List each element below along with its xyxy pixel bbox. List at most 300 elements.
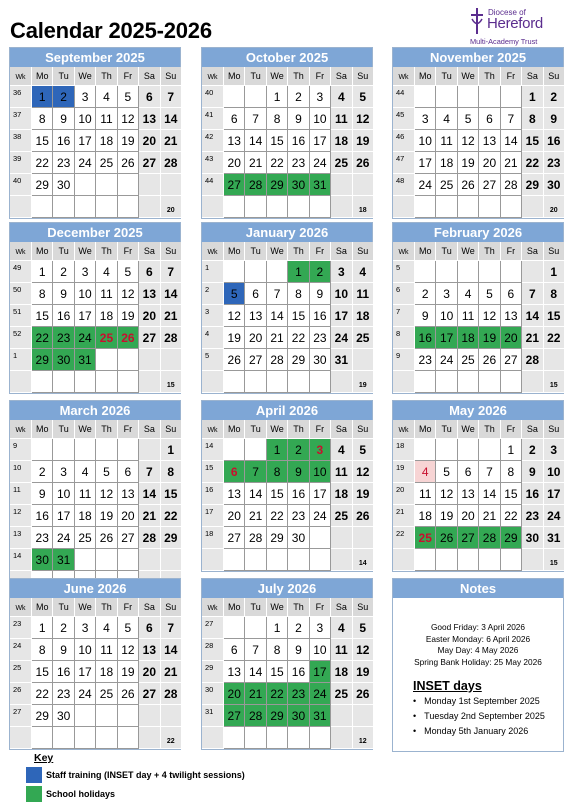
day-cell: 6 [139,261,160,283]
day-cell: 16 [53,305,74,327]
day-cell: 26 [118,683,139,705]
week-number: 13 [10,527,32,549]
empty-cell [32,196,53,218]
month-title: July 2026 [202,579,372,598]
month-grid [202,242,372,393]
day-cell: 4 [331,86,352,108]
day-cell: 10 [75,639,96,661]
empty-cell [458,371,479,393]
day-cell: 23 [288,683,309,705]
day-cell: 22 [544,327,565,349]
day-cell: 2 [288,439,309,461]
day-cell: 20 [139,130,160,152]
day-header: Wk [393,420,415,439]
day-cell: 19 [353,130,374,152]
month-grid [393,242,563,393]
day-cell: 28 [267,349,288,371]
term-day-count: 14 [353,549,374,571]
day-header: Su [544,420,565,439]
day-cell: 27 [479,174,500,196]
day-cell: 11 [96,108,117,130]
logo-line-2: Hereford [487,15,543,32]
day-cell: 1 [544,261,565,283]
empty-cell [10,196,32,218]
empty-cell [224,439,245,461]
empty-cell [458,196,479,218]
day-cell: 15 [288,305,309,327]
empty-cell [501,261,522,283]
day-cell: 24 [310,505,331,527]
day-header: We [458,242,479,261]
day-header: We [75,420,96,439]
day-header: Sa [139,67,160,86]
day-cell: 13 [224,483,245,505]
day-cell: 14 [139,483,160,505]
day-cell: 27 [139,152,160,174]
empty-cell [75,371,96,393]
empty-cell [415,439,436,461]
week-number: 22 [393,527,415,549]
day-cell: 18 [331,483,352,505]
month-title: May 2026 [393,401,563,420]
day-cell: 13 [458,483,479,505]
empty-cell [522,371,543,393]
day-cell: 5 [458,108,479,130]
day-header: Mo [32,242,53,261]
day-cell: 7 [245,639,266,661]
day-cell: 22 [32,683,53,705]
day-cell: 16 [288,130,309,152]
day-cell: 18 [96,305,117,327]
empty-cell [267,727,288,749]
day-header: Fr [310,598,331,617]
day-cell: 10 [75,283,96,305]
day-cell: 5 [118,261,139,283]
day-header: Mo [415,242,436,261]
empty-cell [118,439,139,461]
day-cell: 1 [267,617,288,639]
day-header: Fr [501,420,522,439]
week-number: 21 [393,505,415,527]
day-cell: 15 [501,483,522,505]
day-cell: 25 [436,174,457,196]
day-header: Mo [415,67,436,86]
month-title: November 2025 [393,48,563,67]
empty-cell [75,439,96,461]
month-april-2026 [201,400,373,572]
day-cell: 28 [161,683,182,705]
day-cell: 21 [479,505,500,527]
empty-cell [331,196,352,218]
empty-cell [415,86,436,108]
day-cell: 16 [288,661,309,683]
day-cell: 20 [458,505,479,527]
month-title: April 2026 [202,401,372,420]
week-number: 26 [10,683,32,705]
day-cell: 7 [139,461,160,483]
day-cell: 4 [96,261,117,283]
empty-cell [96,549,117,571]
day-cell: 18 [436,152,457,174]
day-cell: 4 [458,283,479,305]
bank-holiday-item: Easter Monday: 6 April 2026 [425,633,531,644]
empty-cell [118,549,139,571]
empty-cell [310,196,331,218]
day-cell: 14 [245,483,266,505]
day-header: We [267,242,288,261]
empty-cell [310,371,331,393]
bank-holiday-list [393,622,563,668]
day-cell: 21 [245,505,266,527]
day-cell: 12 [118,283,139,305]
day-cell: 28 [522,349,543,371]
inset-day-item: • Tuesday 2nd September 2025 [413,709,563,724]
day-cell: 17 [544,483,565,505]
day-cell: 8 [544,283,565,305]
day-cell: 2 [288,86,309,108]
day-header: Wk [10,420,32,439]
day-cell: 17 [75,661,96,683]
day-cell: 22 [32,327,53,349]
empty-cell [267,549,288,571]
week-number: 29 [202,661,224,683]
day-header: Sa [331,67,352,86]
day-cell: 1 [267,86,288,108]
day-cell: 20 [224,505,245,527]
day-cell: 26 [224,349,245,371]
day-cell: 30 [544,174,565,196]
empty-cell [202,549,224,571]
day-cell: 18 [458,327,479,349]
day-cell: 31 [544,527,565,549]
day-cell: 2 [310,261,331,283]
day-cell: 13 [224,661,245,683]
week-number: 8 [393,327,415,349]
day-header: Fr [501,242,522,261]
day-cell: 6 [118,461,139,483]
day-cell: 1 [288,261,309,283]
day-header: Th [96,420,117,439]
day-cell: 29 [522,174,543,196]
day-cell: 23 [522,505,543,527]
day-cell: 12 [224,305,245,327]
month-grid [393,420,563,571]
day-cell: 8 [267,639,288,661]
day-cell: 17 [415,152,436,174]
day-cell: 9 [288,108,309,130]
empty-cell [479,261,500,283]
cross-logo-icon [468,6,486,36]
empty-cell [544,349,565,371]
empty-cell [501,196,522,218]
day-header: Th [288,598,309,617]
day-cell: 4 [75,461,96,483]
day-cell: 5 [224,283,245,305]
empty-cell [139,439,160,461]
day-cell: 8 [267,108,288,130]
term-day-count: 18 [353,196,374,218]
day-cell: 16 [288,483,309,505]
day-cell: 31 [331,349,352,371]
empty-cell [479,371,500,393]
day-header: Su [544,242,565,261]
day-header: Th [479,67,500,86]
week-number: 25 [10,661,32,683]
key-label: School holidays [46,789,116,799]
day-header: We [267,420,288,439]
empty-cell [331,705,352,727]
day-header: Fr [310,420,331,439]
day-cell: 9 [32,483,53,505]
day-header: Su [161,242,182,261]
empty-cell [245,371,266,393]
day-header: Fr [118,598,139,617]
month-grid [202,420,372,571]
empty-cell [353,705,374,727]
day-cell: 30 [32,549,53,571]
day-cell: 28 [161,152,182,174]
day-cell: 15 [267,130,288,152]
day-cell: 6 [139,617,160,639]
day-cell: 17 [310,661,331,683]
day-cell: 20 [118,505,139,527]
day-cell: 23 [53,152,74,174]
day-header: Su [353,67,374,86]
day-cell: 22 [267,152,288,174]
day-cell: 12 [96,483,117,505]
empty-cell [458,549,479,571]
empty-cell [96,727,117,749]
day-header: Wk [393,67,415,86]
day-header: Su [161,420,182,439]
empty-cell [331,174,352,196]
empty-cell [10,371,32,393]
term-day-count: 15 [544,549,565,571]
empty-cell [96,196,117,218]
day-header: We [458,67,479,86]
empty-cell [479,549,500,571]
day-cell: 14 [245,130,266,152]
day-cell: 4 [331,617,352,639]
empty-cell [415,261,436,283]
inset-day-item: • Monday 5th January 2026 [413,724,563,739]
day-cell: 26 [436,527,457,549]
day-header: Th [96,598,117,617]
day-cell: 25 [96,152,117,174]
empty-cell [479,196,500,218]
day-cell: 27 [501,349,522,371]
empty-cell [53,727,74,749]
day-header: Tu [436,67,457,86]
day-header: Mo [224,242,245,261]
day-header: Tu [245,242,266,261]
day-header: Mo [32,598,53,617]
day-cell: 25 [331,683,352,705]
day-cell: 16 [53,661,74,683]
day-cell: 11 [436,130,457,152]
day-cell: 29 [288,349,309,371]
day-header: Wk [202,420,224,439]
day-cell: 20 [139,661,160,683]
empty-cell [139,196,160,218]
day-cell: 7 [522,283,543,305]
month-title: February 2026 [393,223,563,242]
day-cell: 25 [458,349,479,371]
day-cell: 9 [53,283,74,305]
notes-title: Notes [393,579,563,598]
day-cell: 7 [501,108,522,130]
day-cell: 4 [353,261,374,283]
day-cell: 14 [522,305,543,327]
day-header: We [75,598,96,617]
month-november-2025 [392,47,564,219]
empty-cell [288,196,309,218]
week-number: 51 [10,305,32,327]
day-cell: 19 [118,305,139,327]
day-header: Fr [310,67,331,86]
week-number: 14 [10,549,32,571]
day-cell: 10 [544,461,565,483]
day-cell: 24 [544,505,565,527]
day-cell: 19 [353,661,374,683]
day-cell: 16 [310,305,331,327]
day-cell: 18 [415,505,436,527]
day-cell: 11 [331,108,352,130]
month-grid [202,67,372,218]
week-number: 42 [202,130,224,152]
day-cell: 9 [310,283,331,305]
day-cell: 2 [53,617,74,639]
empty-cell [501,371,522,393]
month-september-2025 [9,47,181,219]
day-cell: 8 [522,108,543,130]
day-cell: 13 [501,305,522,327]
day-cell: 11 [331,639,352,661]
day-cell: 12 [353,108,374,130]
day-cell: 14 [501,130,522,152]
empty-cell [202,727,224,749]
empty-cell [522,261,543,283]
week-number: 18 [202,527,224,549]
empty-cell [96,174,117,196]
bank-holiday-item: Good Friday: 3 April 2026 [430,622,526,632]
day-cell: 11 [96,283,117,305]
day-cell: 16 [32,505,53,527]
day-cell: 13 [139,283,160,305]
day-cell: 9 [53,639,74,661]
day-cell: 20 [501,327,522,349]
empty-cell [310,727,331,749]
day-cell: 24 [75,327,96,349]
day-header: We [458,420,479,439]
day-cell: 29 [267,705,288,727]
day-cell: 1 [32,617,53,639]
week-number: 4 [202,327,224,349]
day-cell: 8 [501,461,522,483]
day-header: Wk [202,67,224,86]
week-number: 15 [202,461,224,483]
day-cell: 21 [522,327,543,349]
day-cell: 3 [310,439,331,461]
empty-cell [32,371,53,393]
day-cell: 19 [479,327,500,349]
day-cell: 11 [353,283,374,305]
empty-cell [224,196,245,218]
day-cell: 5 [436,461,457,483]
day-cell: 16 [522,483,543,505]
day-cell: 9 [544,108,565,130]
day-cell: 4 [331,439,352,461]
day-cell: 12 [353,461,374,483]
week-number: 19 [393,461,415,483]
inset-days-title: INSET days [413,679,482,693]
day-header: Th [96,67,117,86]
term-day-count: 12 [353,727,374,749]
empty-cell [245,86,266,108]
empty-cell [436,371,457,393]
empty-cell [393,371,415,393]
day-cell: 20 [224,683,245,705]
day-header: Fr [310,242,331,261]
day-header: Sa [522,67,543,86]
week-number: 5 [202,349,224,371]
day-cell: 18 [96,661,117,683]
empty-cell [331,727,352,749]
empty-cell [436,261,457,283]
day-cell: 10 [415,130,436,152]
empty-cell [224,371,245,393]
day-header: Th [288,242,309,261]
day-cell: 17 [310,483,331,505]
empty-cell [224,261,245,283]
day-cell: 13 [224,130,245,152]
empty-cell [501,549,522,571]
day-cell: 31 [310,705,331,727]
week-number: 30 [202,683,224,705]
day-cell: 23 [415,349,436,371]
day-header: Sa [331,420,352,439]
day-cell: 8 [32,639,53,661]
day-cell: 3 [331,261,352,283]
week-number: 24 [10,639,32,661]
day-header: Fr [118,420,139,439]
day-cell: 14 [161,108,182,130]
month-may-2026 [392,400,564,572]
holiday-swatch [26,786,42,802]
day-cell: 7 [161,617,182,639]
month-title: March 2026 [10,401,180,420]
day-cell: 23 [288,152,309,174]
day-cell: 15 [161,483,182,505]
day-cell: 26 [458,174,479,196]
day-cell: 9 [53,108,74,130]
inset-day-item: • Monday 1st September 2025 [413,694,563,709]
bank-holiday-item: May Day: 4 May 2026 [437,645,519,655]
empty-cell [224,86,245,108]
empty-cell [118,727,139,749]
day-header: Th [96,242,117,261]
empty-cell [118,174,139,196]
month-december-2025 [9,222,181,394]
month-grid [10,598,180,749]
day-header: Tu [245,420,266,439]
empty-cell [224,727,245,749]
inset-days-list [413,694,563,739]
day-header: Th [288,67,309,86]
day-header: Tu [245,67,266,86]
day-cell: 11 [331,461,352,483]
day-cell: 3 [544,439,565,461]
